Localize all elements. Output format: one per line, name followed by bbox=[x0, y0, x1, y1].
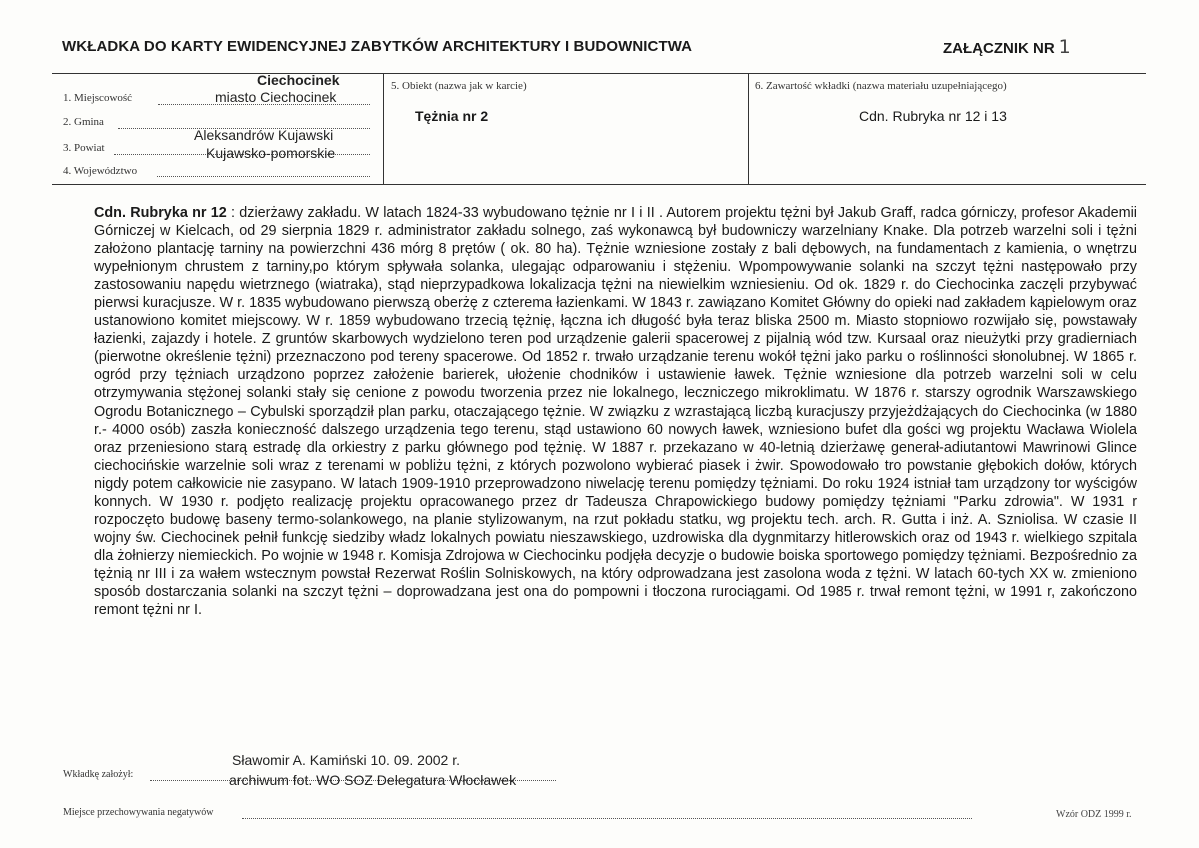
description-heading: Cdn. Rubryka nr 12 bbox=[94, 205, 227, 221]
commune-label: 2. Gmina bbox=[63, 116, 104, 128]
contents-label: 6. Zawartość wkładki (nazwa materiału uzupełniającego) bbox=[755, 80, 1007, 92]
form-version: Wzór ODZ 1999 r. bbox=[1056, 809, 1132, 820]
annex-number[interactable]: 1 bbox=[1058, 36, 1071, 58]
annex-label bbox=[943, 36, 1071, 58]
description-text: : dzierżawy zakładu. W latach 1824-33 wybudowano tężnie nr I i II . Autorem projektu tężni był Jakub Graff, radca górniczy, profesor Akademii Górniczej w Kielcach, od 29 sierpnia 1829 r. administrator zakładu solnego, zaś wykonawcą był budowniczy warzelniany Knake. Dla potrzeb warzelni soli i tężni założono plantację tarniny na powierzchni 436 mórg 8 prętów ( ok. 80 ha). Tężnie wzniesione zostały z bali dębowych, na fundamentach z kamienia, o wnętrzu wypełnionym chrustem z tarniny,po którym spływała solanka, ulegając odparowaniu i stężeniu. Wpompowywanie solanki na szczyt tężni następowało przy zastosowaniu napędu wietrznego (wiatraka), stąd nieprzypadkowa lokalizacja tężni na niewielkim wzniesieniu. Od ok. 1829 r. do Ciechocinka zaczęli przybywać pierwsi kuracjusze. W r. 1835 wybudowano pierwszą oberżę z czterema łazienkami. W 1843 r. zawiązano Komitet Główny do opieki nad zakładem kąpielowym oraz ustanowiono komitet miejscowy. W r. 1859 wybudowano trzecią tężnię, łączna ich długość była teraz bliska 2500 m. Miasto stopniowo rozwijało się, powstawały łazienki, zajazdy i hotele. Z gruntów skarbowych wydzielono teren pod urządzenie galerii spacerowej z pijalnią wód tzw. Kursaal oraz nieużytki przy gradierniach (pierwotne określenie tężni) przeznaczono pod tereny spacerowe. Od 1852 r. trwało urządzanie terenu wokół tężni jako parku o roślinności słonolubnej. W 1865 r. ogród przy tężniach urządzono poprzez założenie barierek, ułożenie chodników i ustawienie ławek. Tężnie wzniesione dla potrzeb warzelni soli w celu otrzymywania stężonej solanki stały się cenione z powodu tworzenia przez nie lokalnego, leczniczego mikroklimatu. W 1876 r. starszy ogrodnik Warszawskiego Ogrodu Botanicznego – Cybulski sporządził plan parku, otaczającego tężnie. W związku z wzrastającą liczbą kuracjuszy przyjeżdżających do Ciechocinka (w 1880 r.- 4000 osób) zaszła konieczność dalszego urządzenia tego terenu, stąd ustawiono 60 nowych ławek, wzniesiono bufet dla gości wg projektu Wacława Wiolela oraz przeniesiono starą estradę dla orkiestry z parku głównego pod tężnię. W 1887 r. przekazano w 40-letnią dzierżawę generał-adiutantowi Mawrinowi Glince ciechocińskie warzelnie soli wraz z terenami w pobliżu tężni, z których pozwolono wybierać piasek i żwir. Spowodowało tro powstanie głębokich dołów, których nigdy potem całkowicie nie zasypano. W latach 1909-1910 przeprowadzono niwelację terenu pomiędzy tężniami. Do roku 1924 istniał tam urządzony tor wyścigów konnych. W 1930 r. podjęto realizację projektu opracowanego przez dr Tadeusza Chrapowickiego budowy pomiędzy tężniami "Parku zdrowia". W 1931 r rozpoczęto budowę baseny termo-solankowego, na planie stylizowanym, na rzut pokładu statku, wg projektu tech. arch. R. Gutta i inż. A. Szniolisa. W czasie II wojny św. Ciechocinek pełnił funkcję siedziby władz lokalnych powiatu nieszawskiego, uzdrowiska dla dygnmitarzy hitlerowskich oraz od 1943 r. wielkiego szpitala dla żołnierzy niemieckich. Po wojnie w 1948 r. Komisja Zdrojowa w Ciechocinku podjęła decyzje o budowie boiska sportowego pomiędzy tężniami. Bezpośrednio za tężnią nr III i za wałem wstecznym powstał Rezerwat Roślin Solniskowych, na który odprowadzana jest zasolona woda z tężni. W latach 60-tych XX w. zmieniono sposób dostarczania solanki na szczyt tężni – doprowadzana jest ona do pompowni i tłoczona rurociągami. Od 1985 r. trwał remont tężni, w 1991 r, zakończono remont tężni nr I. bbox=[94, 205, 1137, 619]
voivodeship-dots[interactable] bbox=[157, 176, 370, 177]
object-value[interactable]: Tężnia nr 2 bbox=[415, 108, 489, 124]
object-label: 5. Obiekt (nazwa jak w karcie) bbox=[391, 80, 527, 92]
storage-value[interactable]: archiwum fot. WO SOZ Delegatura Włocławek bbox=[229, 772, 517, 788]
author-label: Wkładkę założył: bbox=[63, 769, 134, 780]
column-divider-1 bbox=[383, 74, 384, 184]
county-value-above[interactable]: Aleksandrów Kujawski bbox=[194, 127, 334, 143]
storage-dots bbox=[242, 818, 972, 819]
county-label: 3. Powiat bbox=[63, 142, 105, 154]
contents-value[interactable]: Cdn. Rubryka nr 12 i 13 bbox=[859, 108, 1007, 124]
card-title: WKŁADKA DO KARTY EWIDENCYJNEJ ZABYTKÓW ARCHITEKTURY I BUDOWNICTWA bbox=[62, 38, 693, 55]
locality-label: 1. Miejscowość bbox=[63, 92, 133, 104]
storage-label: Miejsce przechowywania negatywów bbox=[63, 807, 214, 818]
locality-value[interactable]: miasto Ciechocinek bbox=[215, 89, 337, 105]
author-value[interactable]: Sławomir A. Kamiński 10. 09. 2002 r. bbox=[232, 752, 460, 768]
annex-label-text: ZAŁĄCZNIK NR bbox=[943, 40, 1055, 57]
voivodeship-label: 4. Województwo bbox=[63, 165, 138, 177]
county-value[interactable]: Kujawsko-pomorskie bbox=[206, 145, 336, 161]
description-body[interactable] bbox=[94, 204, 1137, 619]
locality-value-above[interactable]: Ciechocinek bbox=[257, 72, 340, 88]
column-divider-2 bbox=[748, 74, 749, 184]
